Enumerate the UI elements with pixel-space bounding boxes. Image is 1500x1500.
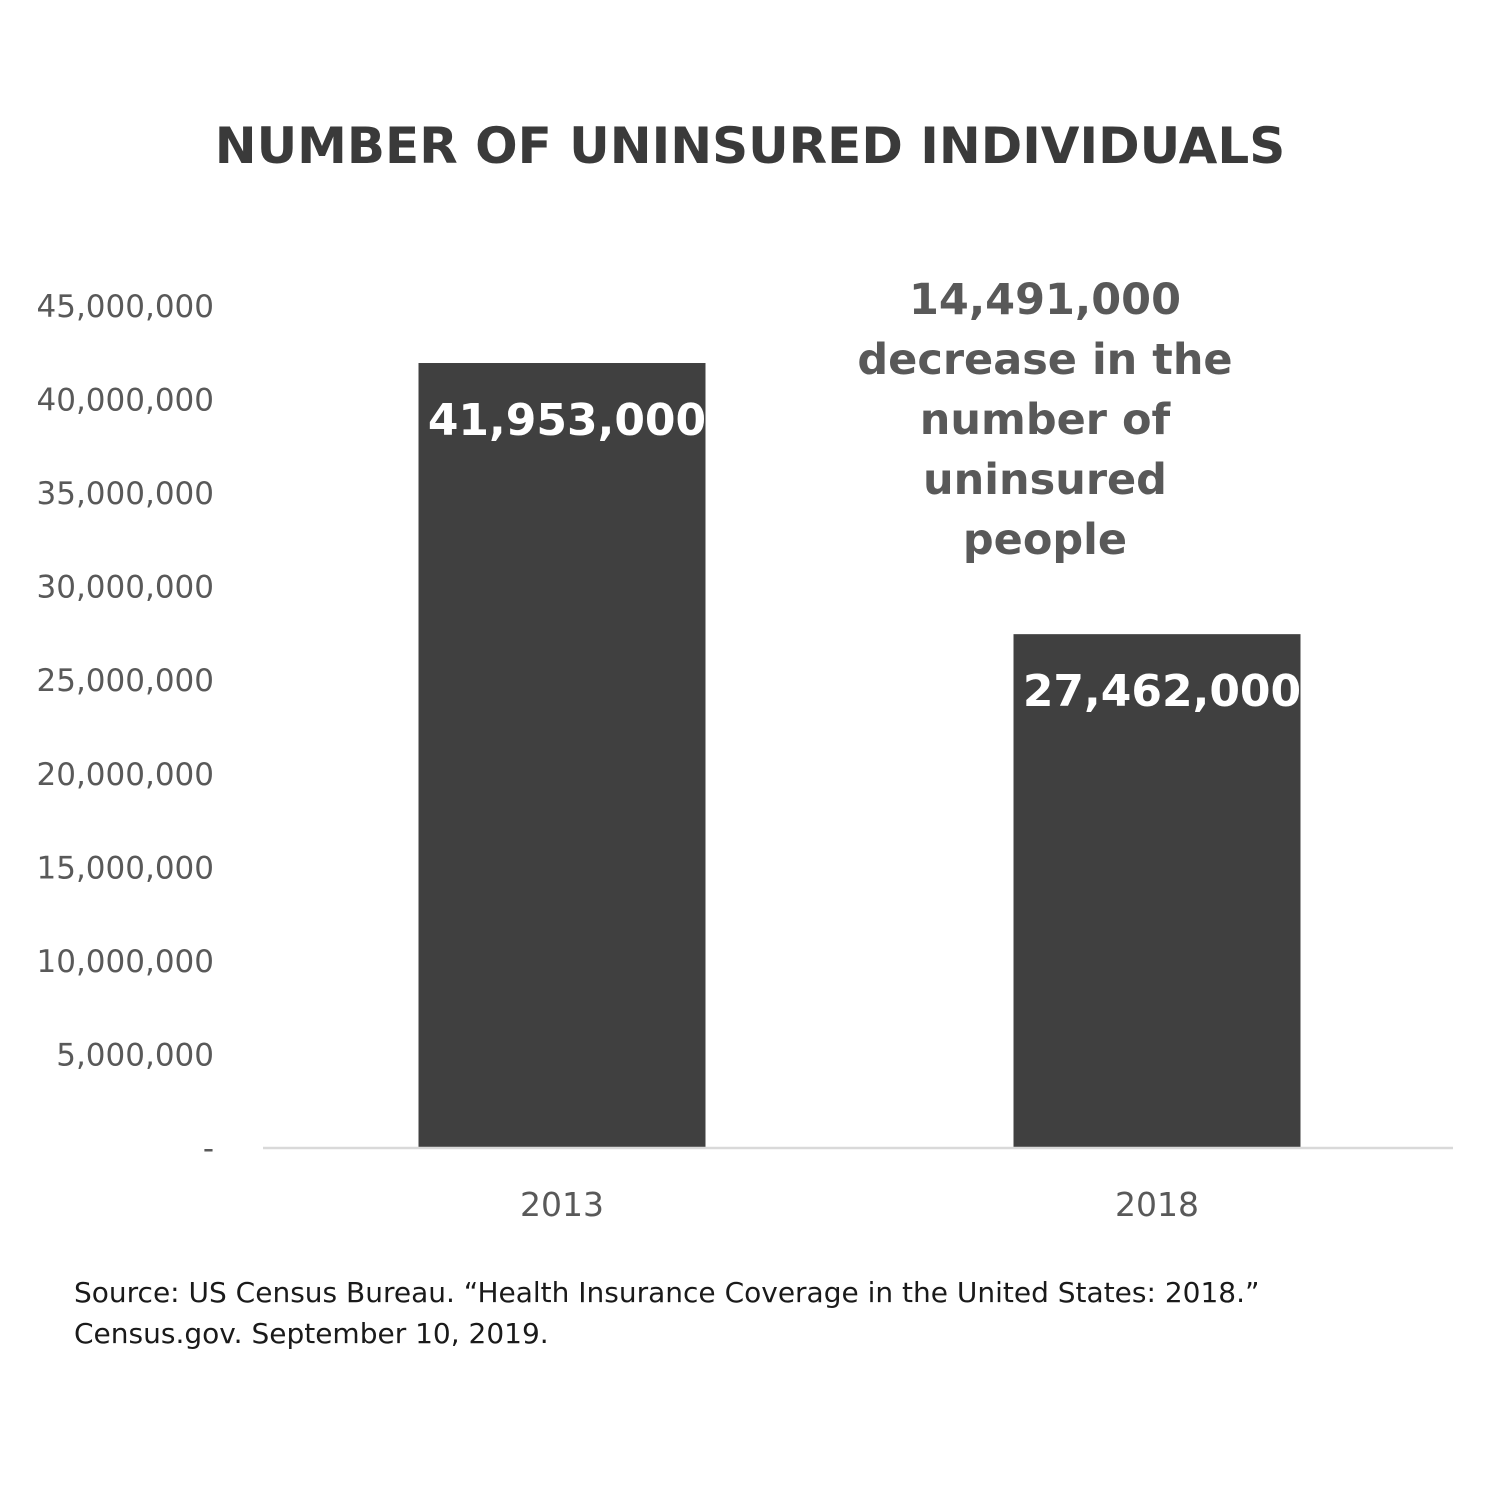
y-axis-ticks xyxy=(37,289,215,1167)
source-line-1: Source: US Census Bureau. “Health Insurance Coverage in the United States: 2018.” xyxy=(74,1276,1260,1309)
annotation-line: people xyxy=(962,515,1128,565)
annotation-line: number of xyxy=(919,395,1171,445)
annotation-line: decrease in the xyxy=(857,335,1233,385)
y-tick-label: 45,000,000 xyxy=(36,289,214,325)
y-tick-label: 15,000,000 xyxy=(36,850,214,887)
y-tick-label: 25,000,000 xyxy=(36,663,214,700)
bars xyxy=(419,363,1301,1148)
x-category-label: 2018 xyxy=(1115,1185,1199,1224)
bar-data-label: 41,953,000 xyxy=(427,395,707,447)
source-note xyxy=(74,1272,1434,1354)
bar-2013 xyxy=(419,363,706,1148)
y-tick-label: 20,000,000 xyxy=(36,756,214,793)
x-category-label: 2013 xyxy=(520,1185,604,1224)
chart-title: NUMBER OF UNINSURED INDIVIDUALS xyxy=(214,117,1286,175)
annotation-line: uninsured xyxy=(923,455,1167,505)
source-line-2: Census.gov. September 10, 2019. xyxy=(74,1317,549,1350)
y-tick-label: 35,000,000 xyxy=(36,476,214,513)
y-tick-label: 10,000,000 xyxy=(36,943,214,980)
y-tick-label: 30,000,000 xyxy=(36,569,214,606)
y-tick-label: - xyxy=(202,1131,214,1167)
x-axis-categories xyxy=(520,1185,1199,1224)
decrease-annotation xyxy=(857,275,1232,565)
y-tick-label: 5,000,000 xyxy=(56,1037,214,1074)
annotation-line: 14,491,000 xyxy=(908,275,1182,325)
bar-data-label: 27,462,000 xyxy=(1022,666,1302,718)
y-tick-label: 40,000,000 xyxy=(36,382,214,419)
